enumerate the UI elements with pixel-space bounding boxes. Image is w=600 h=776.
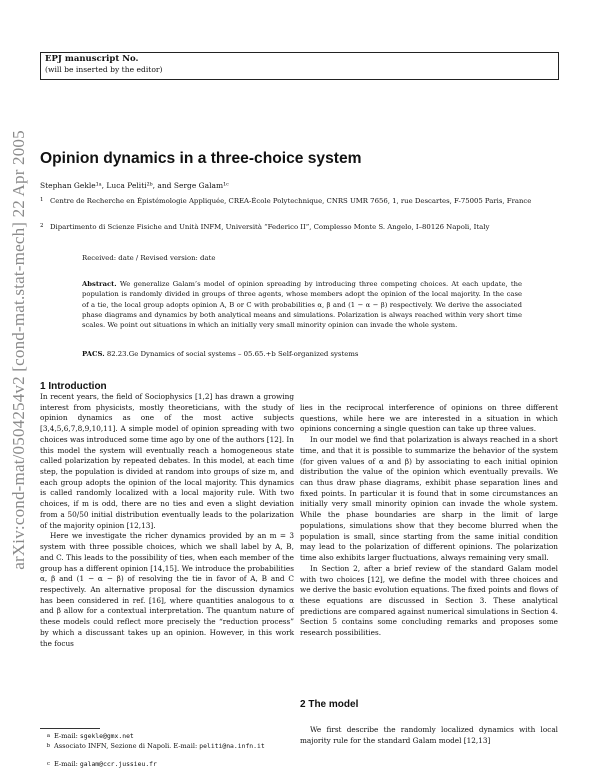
footnote-label: E-mail:: [54, 760, 78, 768]
pacs-label: PACS.: [82, 350, 105, 358]
model-intro-paragraph: [300, 725, 558, 746]
section-heading-introduction: 1 Introduction: [40, 381, 107, 392]
footnote-key: c: [47, 761, 50, 767]
footnote-label: E-mail:: [54, 732, 78, 740]
affiliation-2: [40, 222, 560, 244]
body-paragraph: Here we investigate the richer dynamics provided by an m = 3 system with three possible choices, which we shall label by A, B, and C. This leads to the possibility of ties, when each member of the group has a different opinion [14,15]. We introduce the probabilities α, β and (1 − α − β) of resolving the tie in favor of A, B and C respectively. An alternative proposal for the discussion dynamics has been considered in ref. [16], where quantities analogous to α and β allow for a contextual interpretation. The quantum nature of these models could reflect more precisely the “reduction process” by which a discussant takes up an opinion. However, in this work the focus: [40, 531, 294, 648]
pacs-text: 82.23.Ge Dynamics of social systems – 05.65.+b Self-organized systems: [106, 350, 359, 358]
author-list: Stephan Gekle¹ᵃ, Luca Peliti²ᵇ, and Serge Galam¹ᶜ: [40, 181, 229, 190]
left-column-body: [40, 392, 294, 649]
body-paragraph: In recent years, the field of Sociophysics [1,2] has drawn a growing interest from physicists, mostly theoreticians, with the study of opinion dynamics as one of the most active subjects [3,4,5,6,7,8,9,10,11]. A simple model of opinion spreading with two choices was introduced some time ago by one of the authors [12]. In this model the system will eventually reach a homogeneous state called polarization by repeated debates. In this model, at each time step, the population is divided at random into groups of size m, and each group adopts the opinion of the local majority. This dynamics is called randomly localized with a local majority rule. With two choices, if m is odd, there are no ties and even a slight deviation from a 50/50 initial distribution eventually leads to the polarization of the majority opinion [12,13].: [40, 392, 294, 530]
footnote-c: [40, 759, 294, 769]
editor-note: (will be inserted by the editor): [45, 65, 163, 74]
email-link[interactable]: sgekle@gmx.net: [79, 732, 134, 740]
affiliation-number: 1: [40, 197, 44, 203]
abstract-label: Abstract.: [82, 280, 117, 288]
affiliation-1: [40, 196, 560, 218]
arxiv-id: arXiv:cond-mat/0504254v2 [cond-mat.stat-mech] 22 Apr 2005: [9, 130, 28, 570]
received-date: Received: date / Revised version: date: [82, 254, 216, 262]
paper-title: Opinion dynamics in a three-choice system: [40, 150, 362, 167]
footnote-rule: [40, 728, 100, 729]
footnote-a: [40, 731, 294, 741]
footnote-key: a: [46, 733, 50, 739]
body-paragraph: In Section 2, after a brief review of the standard Galam model with two choices [12], we define the model with three choices and we derive the basic evolution equations. The fixed points and flows of these equations are discussed in Section 3. These analytical predictions are compared against numerical simulations in Section 4. Section 5 contains some concluding remarks and proposes some research possibilities.: [300, 563, 558, 638]
abstract-text: We generalize Galam’s model of opinion spreading by introducing three competing choices. At each update, the population is randomly divided in groups of three agents, whose members adopt the opinion of the local majority. In the case of a tie, the local group adopts opinion A, B or C with probabilities α, β and (1 − α − β) respectively. We derive the associated phase diagrams and dynamics by both analytical means and simulations. Polarization is always reached within very short time scales. We point out situations in which an initially very small minority opinion can invade the whole system.: [82, 280, 522, 330]
section-heading-model: 2 The model: [300, 699, 359, 710]
journal-name: EPJ manuscript No.: [45, 54, 139, 64]
abstract: [82, 279, 522, 330]
body-paragraph: lies in the reciprocal interference of opinions on three different questions, while here we are interested in a situation in which opinions concerning a single question can take up three values.: [300, 403, 558, 434]
affiliation-text: Dipartimento di Scienze Fisiche and Unità INFM, Università “Federico II”, Complesso Monte S. Angelo, I–80126 Napoli, Italy: [50, 223, 490, 231]
pacs-line: [82, 350, 358, 358]
footnote-b: [40, 741, 294, 751]
right-column-body: [300, 403, 558, 639]
body-paragraph: We first describe the randomly localized dynamics with local majority rule for the standard Galam model [12,13]: [300, 725, 558, 745]
arxiv-stamp: [2, 115, 36, 585]
affiliation-text: Centre de Recherche en Épistémologie Appliquée, CREA-École Polytechnique, CNRS UMR 7656, 1, rue Descartes, F-75005 Paris, France: [50, 197, 532, 205]
email-link[interactable]: galam@ccr.jussieu.fr: [79, 760, 157, 768]
footnote-key: b: [46, 743, 50, 749]
footnote-label: Associato INFN, Sezione di Napoli. E-mail:: [54, 742, 198, 750]
body-paragraph: In our model we find that polarization is always reached in a short time, and that it is possible to summarize the behavior of the system (for given values of α and β) by associating to each initial opinion distribution the value of the opinion which eventually prevails. We can thus draw phase diagrams, exhibit phase separation lines and fixed points. In particular it is found that in some circumstances an initially very small minority opinion can invade the whole system. While the phase boundaries are sharp in the limit of large populations, simulations show that they become blurred when the population is small, since starting from the same initial condition may lead to the polarization of different opinions. The polarization time also exhibits larger fluctuations, always remaining very small.: [300, 435, 558, 563]
affiliation-number: 2: [40, 223, 44, 229]
email-link[interactable]: peliti@na.infn.it: [199, 742, 265, 750]
